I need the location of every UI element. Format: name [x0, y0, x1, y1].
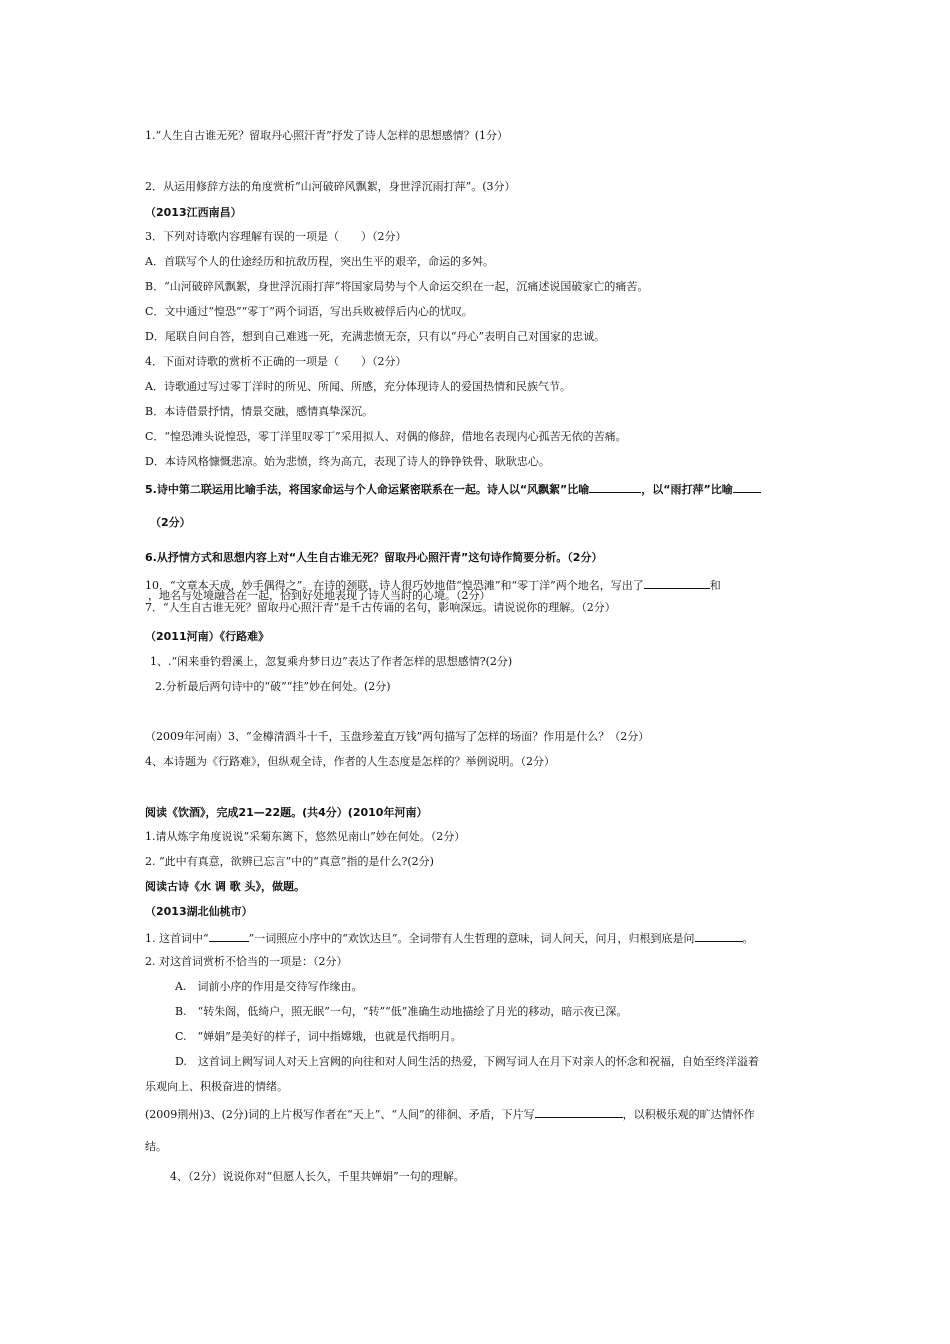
- question-1-text: 1、.“闲来垂钓碧溪上，忽复乘舟梦日边”表达了作者怎样的思想感情?(2分): [150, 655, 513, 668]
- question-3-part-2: ，以积极乐观的旷达情怀作: [622, 1108, 755, 1121]
- option-b: B．本诗借景抒情，情景交融，感情真挚深沉。: [145, 405, 374, 418]
- option-c: C．“惶恐滩头说惶恐，零丁洋里叹零丁”采用拟人、对偶的修辞，借地名表现内心孤苦无依的苦痛。: [145, 430, 627, 443]
- question-2-text: 2．从运用修辞方法的角度赏析“山河破碎风飘絮，身世浮沉雨打萍”。(3分）: [145, 180, 516, 193]
- question-1-part-2: ”一词照应小序中的“欢饮达旦”。全词带有人生哲理的意味，词人问天，问月，归根到底是问: [248, 932, 695, 945]
- option-d: D. 这首词上阙写词人对天上宫阙的向往和对人间生活的热爱，下阙写词人在月下对亲人的怀念和祝福，自始至终洋溢着: [175, 1055, 759, 1068]
- score-label: （2分）: [150, 516, 191, 529]
- question-2-text: 2.分析最后两句诗中的“破”“挂”妙在何处。(2分): [155, 680, 391, 693]
- question-5-text: [145, 481, 761, 497]
- question-3-text: （2009年河南）3、“金樽清酒斗十千，玉盘珍羞直万钱”两句描写了怎样的场面？作用是什么？（2分）: [145, 730, 650, 743]
- question-2-text: 2. “此中有真意，欲辨已忘言”中的“真意”指的是什么?(2分): [145, 855, 434, 868]
- answer-blank[interactable]: [535, 1106, 623, 1118]
- section-source-label: （2013湖北仙桃市）: [145, 905, 253, 918]
- option-b: B. “转朱阁，低绮户，照无眠”一句，“转”“低”准确生动地描绘了月光的移动，暗示夜已深。: [175, 1005, 628, 1018]
- question-5-part-2: ，以“雨打萍”比喻: [641, 483, 733, 496]
- option-d-continued: 乐观向上、积极奋进的情绪。: [145, 1080, 288, 1093]
- question-6-text: 6.从抒情方式和思想内容上对“人生自古谁无死？留取丹心照汗青”这句诗作简要分析。（2分）: [145, 551, 603, 564]
- option-a: A．诗歌通过写过零丁洋时的所见、所闻、所感，充分体现诗人的爱国热情和民族气节。: [145, 380, 571, 393]
- question-5-part-1: 5.诗中第二联运用比喻手法，将国家命运与个人命运紧密联系在一起。诗人以“风飘絮”比喻: [145, 483, 590, 496]
- option-c: C. “婵娟”是美好的样子，词中指嫦娥，也就是代指明月。: [175, 1030, 462, 1043]
- answer-blank[interactable]: [695, 930, 743, 942]
- section-title: （2011河南）《行路难》: [145, 630, 270, 643]
- question-4-text: 4、（2分）说说你对“但愿人长久，千里共婵娟”一句的理解。: [170, 1170, 465, 1183]
- option-c: C．文中通过“惶恐”“零丁”两个词语，写出兵败被俘后内心的忧叹。: [145, 305, 473, 318]
- question-3-part-1: (2009荆州)3、(2分)词的上片极写作者在“天上”、“人间”的徘徊、矛盾，下片写: [145, 1108, 535, 1121]
- question-1-part-1: 1. 这首词中“: [145, 932, 209, 945]
- question-1-part-3: 。: [742, 932, 754, 945]
- option-d: D．本诗风格慷慨悲凉。始为悲愤，终为高亢，表现了诗人的铮铮铁骨、耿耿忠心。: [145, 455, 550, 468]
- section-title: 阅读古诗《水 调 歌 头》，做题。: [145, 880, 305, 893]
- answer-blank[interactable]: [589, 481, 641, 493]
- section-source-label: （2013江西南昌）: [145, 206, 242, 219]
- question-7-text: 7．“人生自古谁无死？留取丹心照汗青”是千古传诵的名句，影响深远。请说说你的理解。（2分）: [145, 601, 616, 614]
- question-3-text: [145, 1106, 755, 1122]
- answer-blank[interactable]: [644, 577, 710, 589]
- option-b: B．“山河破碎风飘絮，身世浮沉雨打萍”将国家局势与个人命运交织在一起，沉痛述说国破家亡的痛苦。: [145, 280, 649, 293]
- answer-blank[interactable]: [209, 930, 249, 942]
- question-3-continued: 结。: [145, 1140, 167, 1153]
- question-4-text: 4、本诗题为《行路难》，但纵观全诗，作者的人生态度是怎样的？举例说明。（2分）: [145, 755, 555, 768]
- question-10-part-1: 10．“文章本天成，妙手偶得之”。在诗的颈联，诗人很巧妙地借“惶恐滩”和“零丁洋”两个地名，写出了: [145, 579, 644, 592]
- question-1-text: [145, 930, 754, 946]
- option-a: A. 词前小序的作用是交待写作缘由。: [175, 980, 363, 993]
- question-10-part-2: 和: [709, 579, 721, 592]
- question-10-continued: ，地名与处境融合在一起，恰到好处地表现了诗人当时的心境。（2分）: [148, 589, 491, 602]
- question-1-text: 1.请从炼字角度说说“采菊东篱下，悠然见南山”妙在何处。（2分）: [145, 830, 466, 843]
- option-d: D．尾联自问自答，想到自己难逃一死，充满悲愤无奈，只有以“丹心”表明自己对国家的忠诚。: [145, 330, 606, 343]
- section-title: 阅读《饮酒》，完成21—22题。(共4分）(2010年河南）: [145, 806, 428, 819]
- question-3-text: 3．下列对诗歌内容理解有误的一项是（ ）（2分）: [145, 230, 407, 243]
- question-2-text: 2. 对这首词赏析不恰当的一项是：（2分）: [145, 955, 348, 968]
- question-4-text: 4．下面对诗歌的赏析不正确的一项是（ ）（2分）: [145, 355, 407, 368]
- question-1-text: 1.“人生自古谁无死？留取丹心照汗青”抒发了诗人怎样的思想感情？(1分）: [145, 129, 509, 142]
- answer-blank[interactable]: [733, 481, 761, 493]
- option-a: A．首联写个人的仕途经历和抗敌历程，突出生平的艰辛，命运的多舛。: [145, 255, 494, 268]
